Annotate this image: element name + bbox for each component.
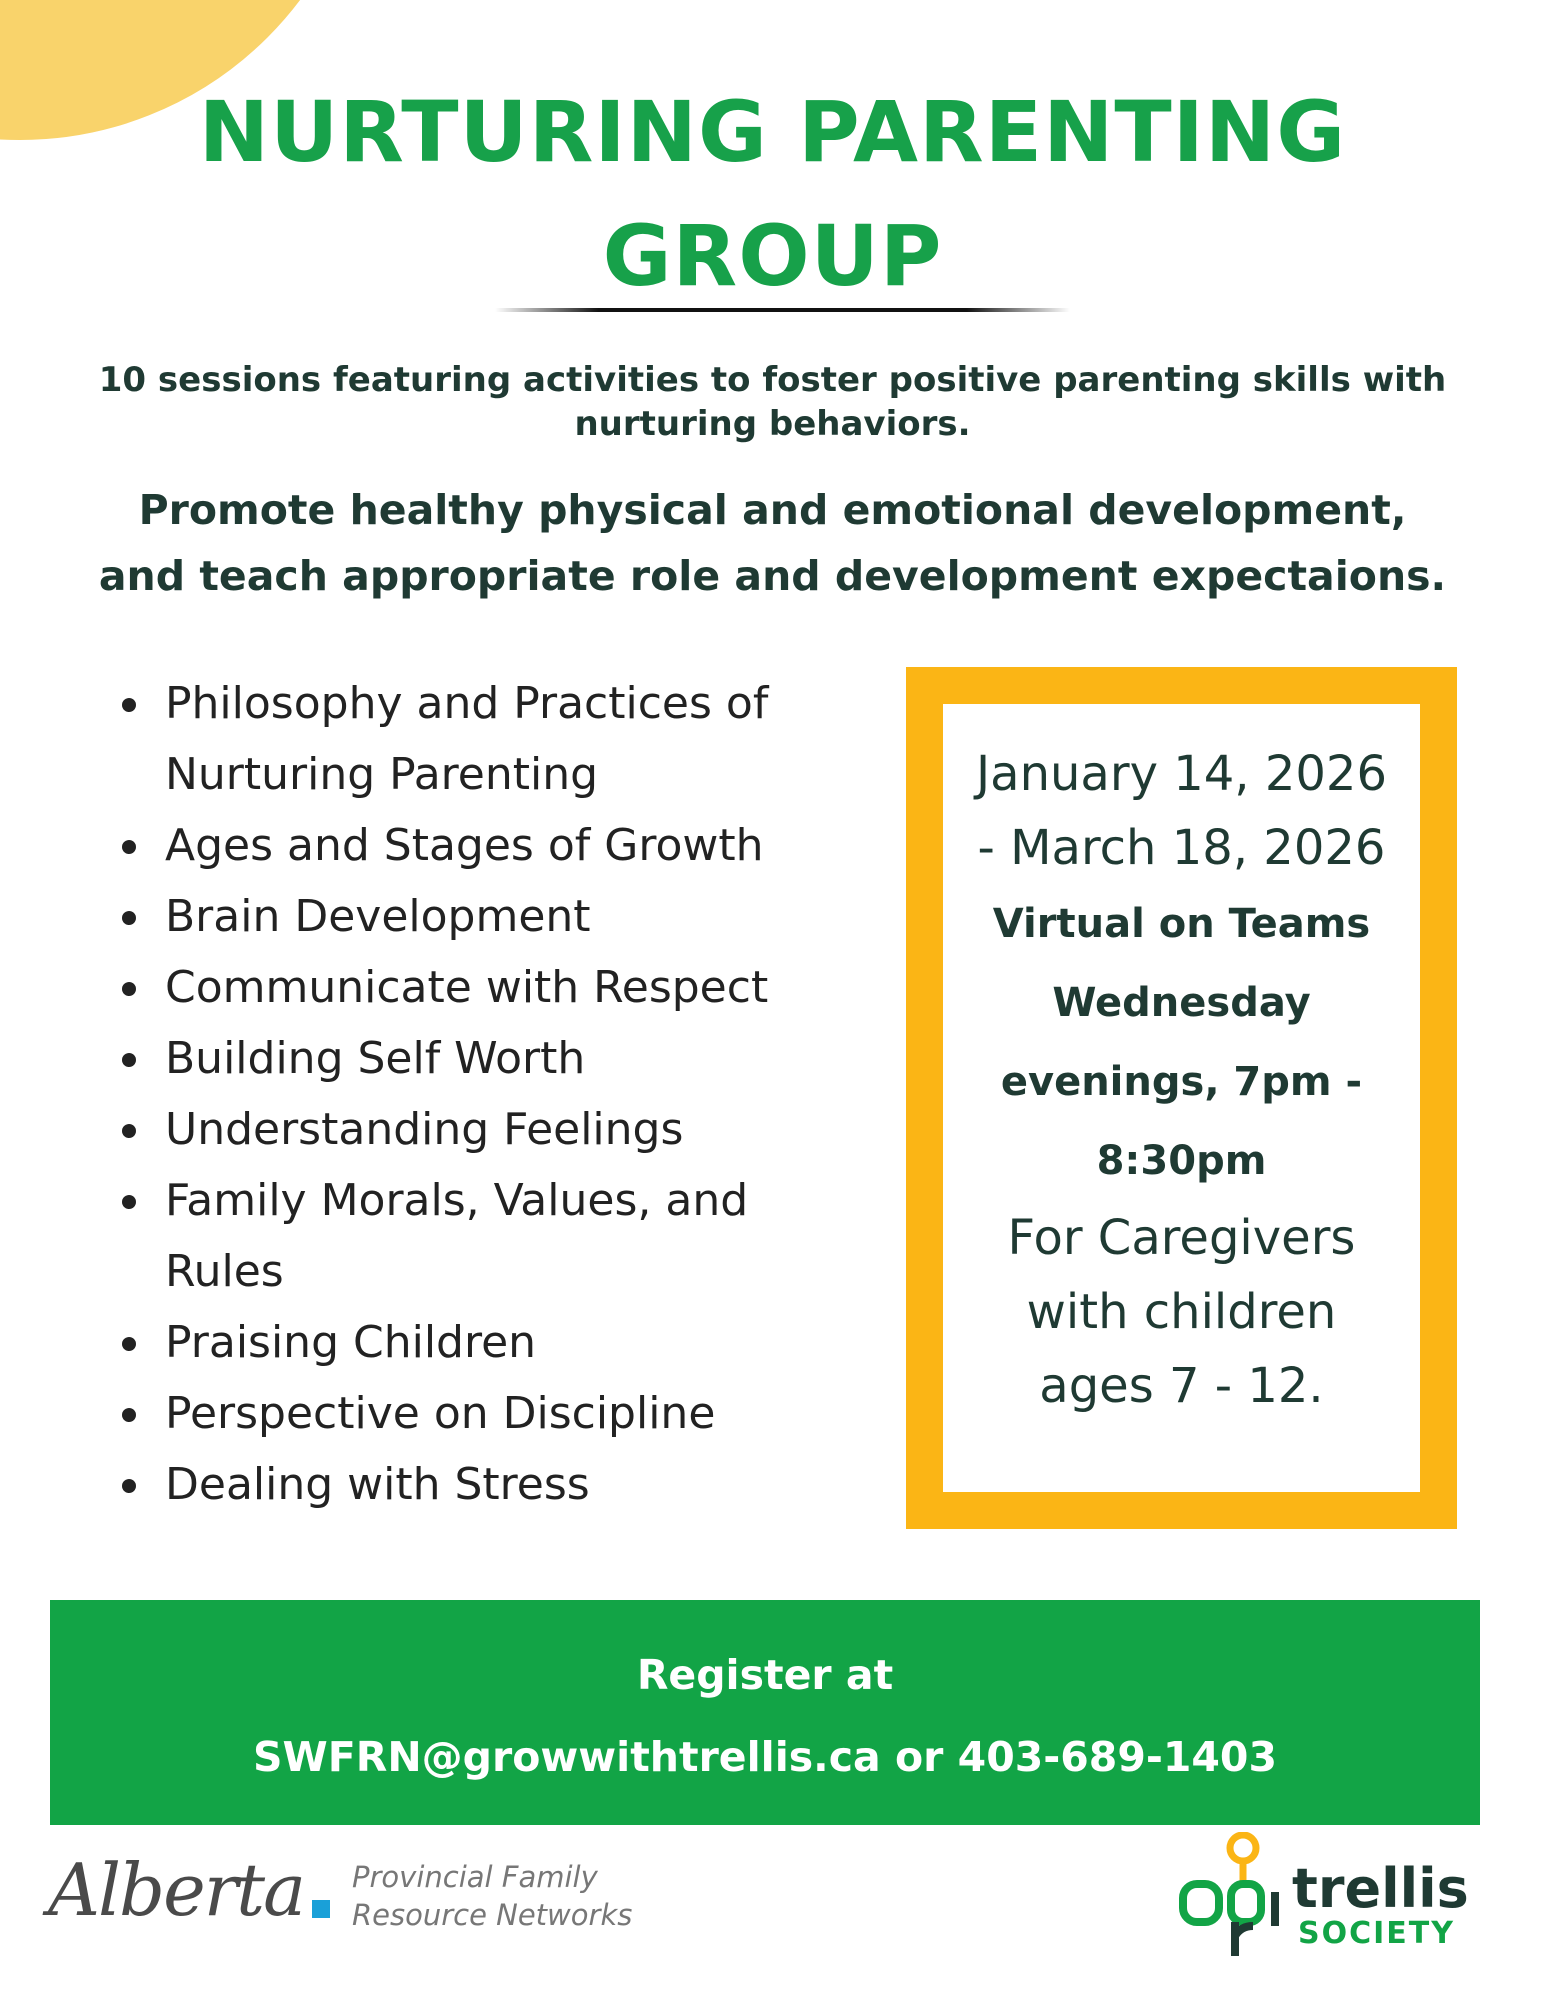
audience-line: with children <box>1026 1284 1337 1340</box>
topic-item <box>112 1023 872 1094</box>
bullet-icon <box>122 1408 136 1422</box>
intro-line-1: 10 sessions featuring activities to foster positive parenting skills with <box>98 360 1447 400</box>
date-start: January 14, 2026 <box>976 746 1387 802</box>
topic-item <box>112 1165 872 1236</box>
schedule-line: 8:30pm <box>1096 1138 1267 1184</box>
schedule-line: Wednesday <box>1052 980 1311 1026</box>
intro-text <box>50 358 1495 446</box>
topic-label: Philosophy and Practices of <box>165 678 769 729</box>
schedule <box>943 885 1420 1201</box>
promote-line-2: and teach appropriate role and development expectaions. <box>98 552 1447 600</box>
alberta-logo-square <box>312 1900 330 1918</box>
trellis-society: SOCIETY <box>1298 1916 1455 1951</box>
info-box <box>906 667 1457 1529</box>
date-end: - March 18, 2026 <box>977 820 1386 876</box>
topic-item <box>112 1307 872 1378</box>
title-divider <box>495 308 1070 312</box>
topic-label: Communicate with Respect <box>165 962 769 1013</box>
topic-label: Perspective on Discipline <box>165 1388 716 1439</box>
date-range <box>943 737 1420 885</box>
topic-label: Nurturing Parenting <box>165 749 599 800</box>
pfrn-text <box>352 1858 632 1934</box>
topic-label: Praising Children <box>165 1317 537 1368</box>
topic-item <box>112 668 872 739</box>
register-heading: Register at <box>636 1651 894 1699</box>
alberta-logo: Alberta <box>48 1848 304 1932</box>
info-box-inner <box>943 704 1420 1492</box>
topic-label: Rules <box>165 1246 284 1297</box>
pfrn-line-1: Provincial Family <box>352 1860 598 1894</box>
topic-label: Understanding Feelings <box>165 1104 684 1155</box>
schedule-line: evenings, 7pm - <box>1000 1059 1363 1105</box>
title-line-1: NURTURING PARENTING <box>198 83 1347 181</box>
topic-label: Dealing with Stress <box>165 1459 590 1510</box>
audience <box>943 1201 1420 1423</box>
bullet-icon <box>122 982 136 996</box>
topic-list <box>112 668 872 1520</box>
register-banner <box>50 1600 1480 1825</box>
page-title <box>0 70 1545 318</box>
title-line-2: GROUP <box>602 207 943 305</box>
bullet-icon <box>122 1479 136 1493</box>
trellis-wordmark: trellis <box>1292 1857 1469 1920</box>
audience-line: For Caregivers <box>1007 1210 1356 1266</box>
topic-item <box>112 952 872 1023</box>
bullet-icon <box>122 911 136 925</box>
topic-item <box>112 810 872 881</box>
audience-line: ages 7 - 12. <box>1039 1358 1324 1414</box>
topic-item-continued <box>112 739 872 810</box>
bullet-icon <box>122 1195 136 1209</box>
topic-label: Brain Development <box>165 891 591 942</box>
bullet-icon <box>122 1337 136 1351</box>
topic-item <box>112 1378 872 1449</box>
bullet-icon <box>122 840 136 854</box>
topic-label: Ages and Stages of Growth <box>165 820 764 871</box>
topic-label: Family Morals, Values, and <box>165 1175 749 1226</box>
topic-item <box>112 881 872 952</box>
promote-line-1: Promote healthy physical and emotional development, <box>138 486 1407 534</box>
register-contact[interactable]: SWFRN@growwithtrellis.ca or 403-689-1403 <box>253 1733 1277 1781</box>
topic-item <box>112 1094 872 1165</box>
promote-text <box>50 477 1495 609</box>
bullet-icon <box>122 698 136 712</box>
pfrn-line-2: Resource Networks <box>352 1898 633 1932</box>
intro-line-2: nurturing behaviors. <box>574 404 971 444</box>
schedule-line: Virtual on Teams <box>992 901 1371 947</box>
bullet-icon <box>122 1053 136 1067</box>
topic-item-continued <box>112 1236 872 1307</box>
trellis-logo-icon <box>1175 1832 1295 1962</box>
topic-label: Building Self Worth <box>165 1033 586 1084</box>
bullet-icon <box>122 1124 136 1138</box>
topic-item <box>112 1449 872 1520</box>
